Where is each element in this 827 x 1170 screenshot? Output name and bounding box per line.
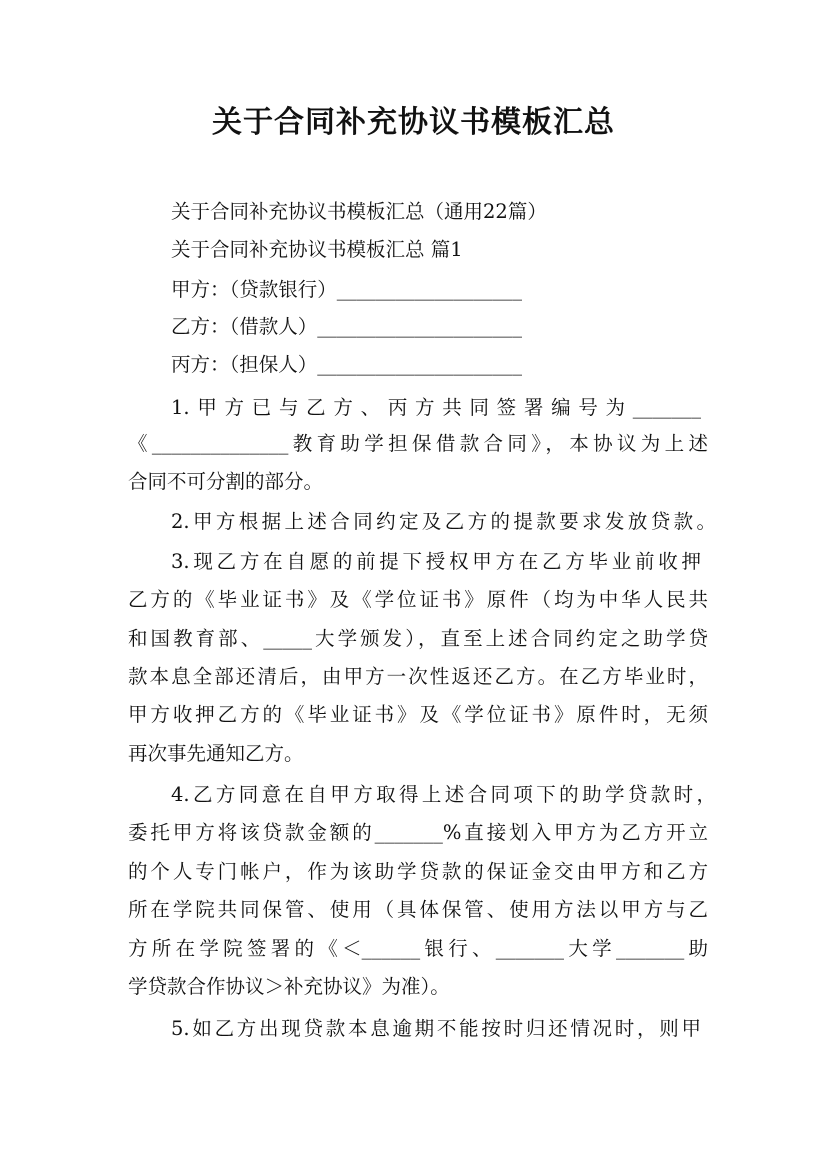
clause-3-line-3: 和国教育部、_____大学颁发），直至上述合同约定之助学贷	[128, 627, 708, 650]
subtitle-line: 关于合同补充协议书模板汇总（通用22篇）	[171, 200, 547, 223]
clause-3-line-1: 3.现乙方在自愿的前提下授权甲方在乙方毕业前收押	[171, 550, 701, 573]
clause-4-line-5: 方所在学院签署的《＜______银行、_______大学_______助	[128, 937, 708, 960]
clause-5-line-1: 5.如乙方出现贷款本息逾期不能按时归还情况时，则甲	[171, 1017, 701, 1040]
clause-4-line-4: 所在学院共同保管、使用（具体保管、使用方法以甲方与乙	[128, 898, 708, 921]
document-title: 关于合同补充协议书模板汇总	[212, 105, 615, 140]
party-b-line: 乙方：（借款人）_____________________	[171, 315, 523, 338]
clause-3-line-5: 甲方收押乙方的《毕业证书》及《学位证书》原件时，无须	[128, 703, 708, 726]
clause-3-line-6: 再次事先通知乙方。	[128, 742, 304, 765]
clause-4-line-6: 学贷款合作协议＞补充协议》为准）。	[128, 975, 450, 998]
clause-4-line-3: 的个人专门帐户，作为该助学贷款的保证金交由甲方和乙方	[128, 860, 708, 883]
clause-1-line-1: 1.甲方已与乙方、丙方共同签署编号为_______	[171, 396, 701, 419]
clause-4-line-1: 4.乙方同意在自甲方取得上述合同项下的助学贷款时，	[171, 783, 716, 806]
clause-4-line-2: 委托甲方将该贷款金额的_______%直接划入甲方为乙方开立	[128, 821, 708, 844]
clause-3-line-4: 款本息全部还清后，由甲方一次性返还乙方。在乙方毕业时，	[128, 665, 708, 688]
clause-1-line-2: 《______________教育助学担保借款合同》，本协议为上述	[128, 432, 708, 455]
party-c-line: 丙方：（担保人）_____________________	[171, 353, 523, 376]
clause-1-line-3: 合同不可分割的部分。	[128, 470, 324, 493]
clause-2-line: 2.甲方根据上述合同约定及乙方的提款要求发放贷款。	[171, 510, 716, 533]
section-heading: 关于合同补充协议书模板汇总 篇1	[171, 238, 463, 261]
clause-3-line-2: 乙方的《毕业证书》及《学位证书》原件（均为中华人民共	[128, 588, 708, 611]
party-a-line: 甲方：（贷款银行）___________________	[171, 278, 523, 301]
